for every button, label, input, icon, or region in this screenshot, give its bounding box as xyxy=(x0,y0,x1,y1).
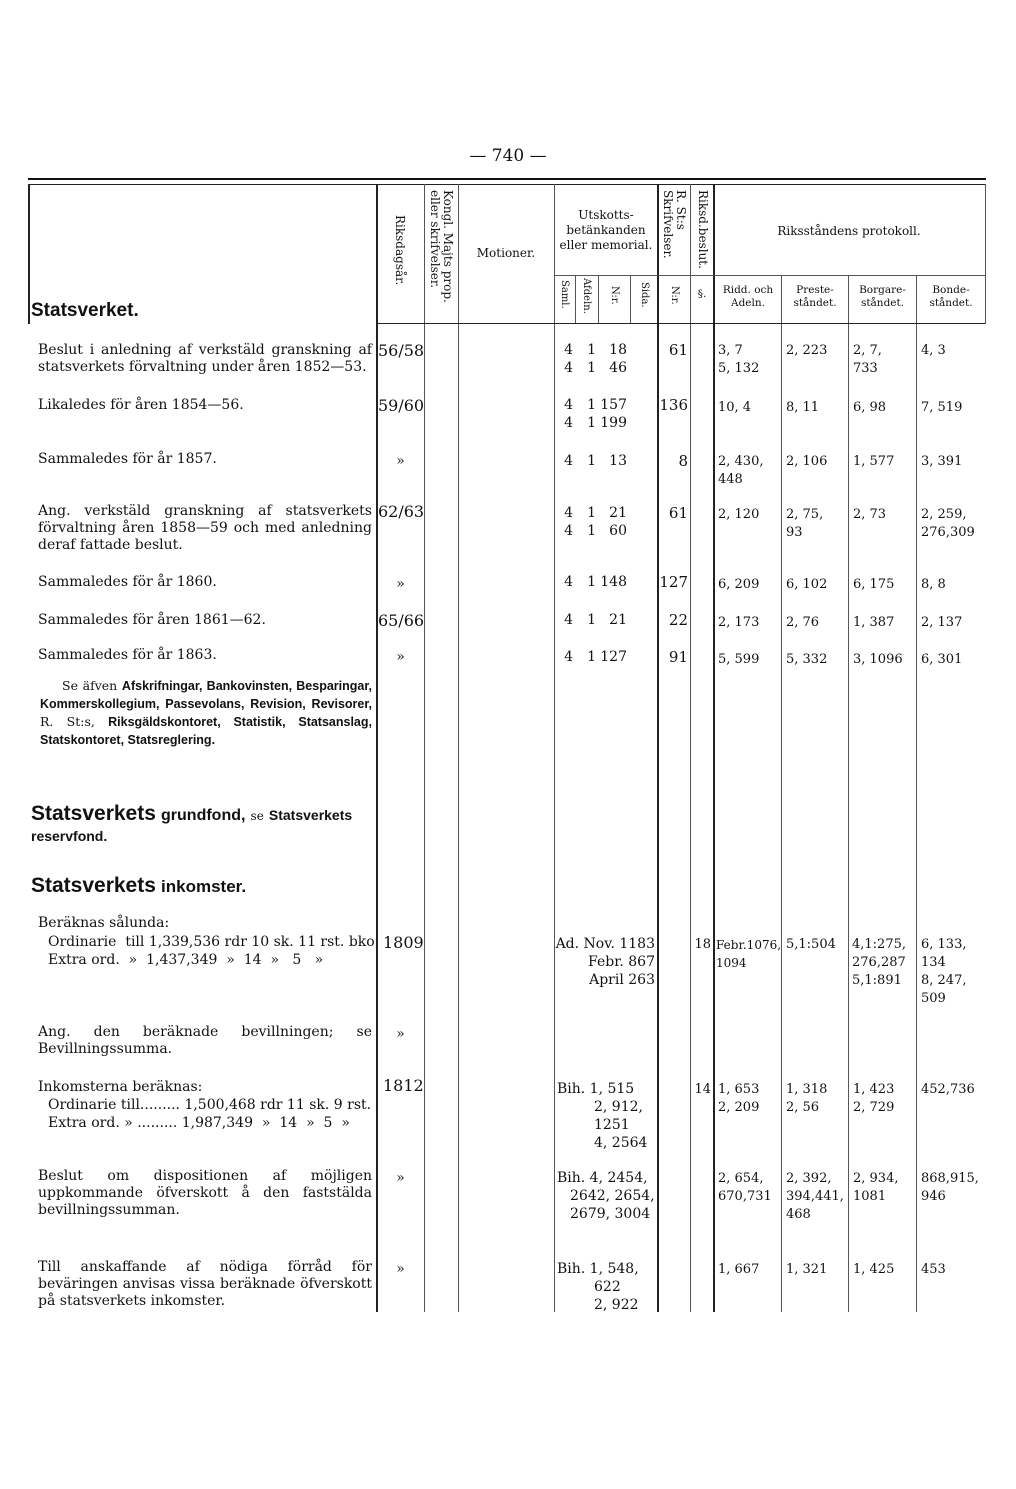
ink-desc-line: Ordinarie till......... 1,500,468 rdr 11 sk. 9 rst. xyxy=(48,1097,372,1113)
ink-bonde: 452,736 xyxy=(921,1082,975,1097)
row-rsts-nr: 22 xyxy=(668,611,688,629)
grundfond-title: Statsverkets xyxy=(31,802,156,825)
ink-borgare: 1, 423 2, 729 xyxy=(853,1082,895,1115)
row-year: 59/60 xyxy=(378,396,425,415)
see-also-rsts: R. St:s, xyxy=(40,714,95,729)
ink-preste: 5,1:504 xyxy=(786,937,836,952)
col-divider-borg xyxy=(916,275,917,1312)
see-also-refs: Afskrifningar, Bankovinsten, Besparingar, Kommerskollegium, Passevolans, Revision, Revisorer, xyxy=(40,679,373,711)
row-afd: 1 xyxy=(587,360,596,376)
row-afd: 1 xyxy=(587,612,596,628)
ink-utsk-line: Ad. Nov. 1183 xyxy=(555,936,655,952)
row-preste: 2, 75, 93 xyxy=(786,507,824,540)
row-nr: 46 xyxy=(609,360,627,376)
row-samml: 4 xyxy=(564,649,573,665)
col-divider-year xyxy=(424,184,425,1312)
header-utskott: Utskotts-betänkanden eller memorial. xyxy=(559,208,653,252)
ink-desc-line: Extra ord. » ......... 1,987,349 » 14 » 5 » xyxy=(48,1115,350,1131)
row-samml: 4 xyxy=(564,415,573,431)
ink-preste: 1, 318 2, 56 xyxy=(786,1082,828,1115)
row-preste: 8, 11 xyxy=(786,400,820,415)
ink-bonde: 453 xyxy=(921,1262,946,1277)
row-bonde: 3, 391 xyxy=(921,454,963,469)
header-borgare: Borgare-ståndet. xyxy=(859,284,906,309)
row-afd: 1 xyxy=(587,574,596,590)
inkomster-title: Statsverkets xyxy=(31,874,156,897)
ink-borgare: 1, 425 xyxy=(853,1262,895,1277)
row-afd: 1 xyxy=(587,342,596,358)
ink-year: 1809 xyxy=(383,933,424,952)
row-afd: 1 xyxy=(587,415,596,431)
header-motioner: Motioner. xyxy=(476,246,536,260)
ink-year: » xyxy=(396,1170,405,1186)
row-samml: 4 xyxy=(564,360,573,376)
header-preste: Preste-ståndet. xyxy=(793,284,837,309)
header-bonde: Bonde-ståndet. xyxy=(929,284,973,309)
ink-paragraf: 14 xyxy=(694,1082,711,1097)
ink-desc-line: Till anskaffande af nödiga förråd för beväringen anvisas vissa beräknade öfverskott på statsverkets inkomster. xyxy=(38,1259,372,1309)
row-samml: 4 xyxy=(564,453,573,469)
row-nr: 127 xyxy=(600,649,627,665)
page-number: — 740 — xyxy=(469,146,547,166)
ink-utsk-line: 2, 912, xyxy=(594,1099,643,1115)
col-divider-nr xyxy=(630,275,631,323)
row-rsts-nr: 136 xyxy=(659,396,688,414)
row-preste: 2, 76 xyxy=(786,615,820,630)
header-subrule xyxy=(554,275,985,276)
row-nr: 18 xyxy=(609,342,627,358)
ink-desc-line: Extra ord. » 1,437,349 » 14 » 5 » xyxy=(48,952,324,968)
grundfond-se: se xyxy=(250,809,264,823)
row-afd: 1 xyxy=(587,649,596,665)
row-nr: 148 xyxy=(600,574,627,590)
header-kongl: Kongl. Majts prop. eller skrifvelser. xyxy=(428,190,455,303)
row-borgare: 1, 387 xyxy=(853,615,895,630)
row-samml: 4 xyxy=(564,574,573,590)
row-rsts-nr: 61 xyxy=(668,341,688,359)
ink-ridd: 1, 667 xyxy=(718,1262,760,1277)
row-ridd: 2, 430, 448 xyxy=(718,454,764,487)
row-desc: Beslut i anledning af verkstäld granskning af statsverkets förvaltning under åren 1852—53. xyxy=(38,342,372,375)
col-divider-samml xyxy=(575,275,576,323)
ink-utsk-line: 1251 xyxy=(594,1117,630,1133)
grundfond-ref: Statsverkets reservfond. xyxy=(31,807,353,844)
col-divider-afd xyxy=(598,275,599,323)
row-bonde: 2, 137 xyxy=(921,615,963,630)
col-divider-riksd xyxy=(713,184,715,1312)
row-ridd: 2, 120 xyxy=(718,507,760,522)
ink-utsk-line: Bih. 1, 548, xyxy=(557,1261,639,1277)
left-border xyxy=(28,184,30,324)
ink-ridd: 1, 653 2, 209 xyxy=(718,1082,760,1115)
row-rsts-nr: 127 xyxy=(659,573,688,591)
row-year: » xyxy=(396,649,405,665)
ink-utsk-line: 2, 922 xyxy=(594,1297,639,1313)
ink-borgare: 4,1:275, 276,287 5,1:891 xyxy=(852,937,906,988)
row-ridd: 10, 4 xyxy=(718,400,752,415)
row-bonde: 2, 259, 276,309 xyxy=(921,507,975,540)
row-desc: Likaledes för åren 1854—56. xyxy=(38,397,244,413)
row-preste: 6, 102 xyxy=(786,577,828,592)
row-year: 56/58 xyxy=(378,341,425,360)
row-nr: 199 xyxy=(600,415,627,431)
ink-utsk-line: Bih. 1, 515 xyxy=(557,1081,635,1097)
row-samml: 4 xyxy=(564,342,573,358)
see-also-lead: Se äfven xyxy=(62,678,118,693)
ink-preste: 1, 321 xyxy=(786,1262,828,1277)
inkomster-title-block xyxy=(31,874,246,898)
row-desc: Ang. verkstäld granskning af statsverkets förvaltning åren 1858—59 och med anledning deraf fattade beslut. xyxy=(38,503,372,553)
row-borgare: 6, 98 xyxy=(853,400,887,415)
ink-desc-line: Beslut om dispositionen af möjligen uppkommande öfverskott å den faststälda bevillningssumman. xyxy=(38,1168,372,1218)
row-preste: 5, 332 xyxy=(786,652,828,667)
ink-ridd: 2, 654, 670,731 xyxy=(718,1171,772,1204)
row-borgare: 1, 577 xyxy=(853,454,895,469)
row-samml: 4 xyxy=(564,523,573,539)
row-samml: 4 xyxy=(564,505,573,521)
ink-utsk-line: 622 xyxy=(594,1279,621,1295)
ink-borgare: 2, 934, 1081 xyxy=(853,1171,899,1204)
row-nr: 21 xyxy=(609,612,627,628)
header-nr: N:r. xyxy=(609,286,620,305)
row-afd: 1 xyxy=(587,505,596,521)
ink-desc-line: Beräknas sålunda: xyxy=(38,915,170,931)
ink-year: » xyxy=(396,1026,405,1042)
row-ridd: 3, 7 5, 132 xyxy=(718,343,760,376)
top-rule-thin xyxy=(28,184,986,185)
ink-utsk-line: Bih. 4, 2454, xyxy=(557,1170,648,1186)
ink-utsk-line: 4, 2564 xyxy=(594,1135,648,1151)
header-protokoll: Riksståndens protokoll. xyxy=(777,224,921,238)
header-ridd: Ridd. och Adeln. xyxy=(722,284,774,309)
row-ridd: 2, 173 xyxy=(718,615,760,630)
row-samml: 4 xyxy=(564,397,573,413)
row-preste: 2, 106 xyxy=(786,454,828,469)
ink-desc-line: Ang. den beräknade bevillningen; se Bevillningssumma. xyxy=(38,1024,372,1057)
row-desc: Sammaledes för år 1863. xyxy=(38,647,217,663)
row-bonde: 7, 519 xyxy=(921,400,963,415)
row-ridd: 5, 599 xyxy=(718,652,760,667)
row-year: 65/66 xyxy=(378,611,425,630)
ink-year: » xyxy=(396,1261,405,1277)
header-samml: Saml. xyxy=(559,280,570,309)
row-nr: 60 xyxy=(609,523,627,539)
row-bonde: 6, 301 xyxy=(921,652,963,667)
header-bottom-rule xyxy=(376,323,985,324)
header-rsts-nr: N:r. xyxy=(669,286,680,305)
ink-desc-line: Inkomsterna beräknas: xyxy=(38,1079,203,1095)
header-riksdagsar: Riksdagsår. xyxy=(393,215,407,286)
row-nr: 21 xyxy=(609,505,627,521)
ink-utsk-line: April 263 xyxy=(589,972,655,988)
row-rsts-nr: 91 xyxy=(668,648,688,666)
right-border xyxy=(985,184,986,324)
col-divider-preste xyxy=(848,275,849,1312)
row-preste: 2, 223 xyxy=(786,343,828,358)
ink-utsk-line: Febr. 867 xyxy=(588,954,655,970)
ink-paragraf: 18 xyxy=(694,937,711,952)
grundfond-rest: grundfond, xyxy=(161,807,246,824)
row-samml: 4 xyxy=(564,612,573,628)
see-also-refs2: Riksgäldskontoret, Statistik, Statsanslag, Statskontoret, Statsreglering. xyxy=(40,715,372,747)
row-nr: 13 xyxy=(609,453,627,469)
ink-preste: 2, 392, 394,441, 468 xyxy=(786,1171,844,1222)
header-rsts: R. St:s Skrifvelser. xyxy=(661,190,688,259)
ink-desc-line: Ordinarie till 1,339,536 rdr 10 sk. 11 rst. bko xyxy=(48,934,375,950)
row-year: » xyxy=(396,453,405,469)
grundfond-block xyxy=(31,802,373,845)
header-afdeln: Afdeln. xyxy=(581,278,592,314)
section-title-statsverket: Statsverket. xyxy=(31,300,139,321)
row-year: 62/63 xyxy=(378,502,425,521)
ink-bonde: 6, 133, 134 8, 247, 509 xyxy=(921,937,967,1006)
row-afd: 1 xyxy=(587,397,596,413)
header-paragraf: §. xyxy=(697,288,707,300)
see-also-block xyxy=(40,677,372,749)
row-bonde: 8, 8 xyxy=(921,577,946,592)
row-desc: Sammaledes för år 1860. xyxy=(38,574,217,590)
row-rsts-nr: 61 xyxy=(668,504,688,522)
row-bonde: 4, 3 xyxy=(921,343,946,358)
header-riksd: Riksd.beslut. xyxy=(696,190,710,269)
row-borgare: 2, 73 xyxy=(853,507,887,522)
row-afd: 1 xyxy=(587,523,596,539)
ink-year: 1812 xyxy=(383,1076,424,1095)
row-afd: 1 xyxy=(587,453,596,469)
col-divider-ridd xyxy=(781,275,782,1312)
row-borgare: 3, 1096 xyxy=(853,652,903,667)
ink-utsk-line: 2642, 2654, xyxy=(570,1188,655,1204)
ink-utsk-line: 2679, 3004 xyxy=(570,1206,651,1222)
row-year: » xyxy=(396,576,405,592)
col-divider-kongl xyxy=(458,184,459,1312)
inkomster-rest: inkomster. xyxy=(161,877,247,896)
row-desc: Sammaledes för åren 1861—62. xyxy=(38,612,266,628)
row-rsts-nr: 8 xyxy=(678,452,688,470)
col-divider-rsts xyxy=(690,184,691,1312)
header-sida: Sida. xyxy=(639,282,650,308)
top-rule xyxy=(28,178,986,180)
row-desc: Sammaledes för år 1857. xyxy=(38,451,217,467)
row-ridd: 6, 209 xyxy=(718,577,760,592)
row-borgare: 2, 7, 733 xyxy=(853,343,882,376)
ink-bonde: 868,915, 946 xyxy=(921,1171,979,1204)
row-borgare: 6, 175 xyxy=(853,577,895,592)
row-nr: 157 xyxy=(600,397,627,413)
ink-ridd: Febr.1076, 1094 xyxy=(716,938,782,970)
